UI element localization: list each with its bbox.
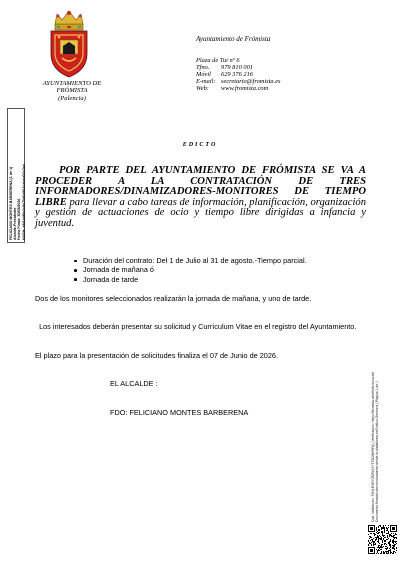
paragraph-deadline: El plazo para la presentación de solicitudes finaliza el 07 de Junio de 2026.	[35, 351, 278, 360]
contact-address-value: Plaza de Tui nº 6	[196, 57, 240, 64]
council-name-line: AYUNTAMIENTO DE	[42, 80, 102, 87]
stamp-line: HASH: e8f1b4f5e2c8a75d6e9b2cabed03c2a4	[21, 164, 26, 240]
paragraph-interested	[35, 322, 368, 331]
validation-text	[371, 352, 379, 522]
contact-email-value[interactable]: secretario@fromista.es	[221, 78, 281, 86]
contact-mobile	[196, 71, 281, 78]
contact-phone	[196, 64, 281, 71]
header-title: Ayuntamiento de Frómista	[196, 35, 271, 43]
contact-phone-value: 979 810 001	[221, 64, 253, 72]
paragraph-shifts: Dos de los monitores seleccionados realizarán la jornada de mañana, y uno de tarde.	[35, 294, 312, 303]
stamp-text	[9, 110, 26, 240]
stamp-line: Alcalde-Presidente	[13, 207, 18, 240]
list-item: Jornada de mañana ó	[73, 265, 307, 274]
validation-line: Cód. Validación: 7SHLEXRYZDRCHYT73CMKRFQ | Verificación: https://fromista.sedelectronica.es/	[371, 371, 375, 522]
contact-mobile-label: Móvil	[196, 71, 211, 79]
contact-email	[196, 78, 281, 85]
contact-web	[196, 85, 281, 92]
details-list	[73, 256, 307, 284]
contact-block	[196, 57, 281, 92]
validation-line: Documento firmado electrónicamente desde la plataforma esPublico Gestiona | Página 1 de 1	[375, 381, 380, 522]
contact-web-label: Web:	[196, 85, 209, 93]
contact-phone-label: Tfno.	[196, 64, 210, 72]
qr-code-icon	[367, 524, 398, 555]
signature-stamp	[3, 108, 25, 243]
contact-web-value[interactable]: www.fromista.com	[221, 85, 269, 93]
paragraph-interested-text: Los interesados deberán presentar su solicitud y Currículum Vitae en el registro del Ayuntamiento.	[39, 322, 357, 331]
council-name-line: (Palencia)	[58, 94, 86, 102]
announcement-bold: POR PARTE DEL AYUNTAMIENTO DE FRÓMISTA SE VA A PROCEDER A LA CONTRATACIÓN DE TRES INFORMADORES/DINAMIZADORES-MONITORES DE TIEMPO LIBRE	[35, 165, 366, 208]
list-item: Jornada de tarde	[73, 275, 307, 284]
signature-line: FDO: FELICIANO MONTES BARBERENA	[110, 408, 249, 417]
stamp-line: Fecha Firma: 30/05/2026	[17, 198, 22, 240]
mayor-label: EL ALCALDE :	[110, 379, 158, 388]
stamp-line: FELICIANO MONTES BARBERENA (1 de 1)	[9, 166, 13, 240]
council-name-line: FRÓMISTA	[56, 87, 88, 95]
contact-mobile-value: 629 376 216	[221, 71, 253, 79]
council-name	[33, 80, 111, 102]
announcement-rest: para llevar a cabo tareas de información, planificación, organización y gestión de actuaciones de ocio y tiempo libre dirigidas a infancia y juventud.	[35, 196, 366, 229]
announcement	[35, 166, 366, 230]
document-heading: EDICTO	[182, 142, 218, 148]
validation-stamp	[369, 352, 397, 524]
contact-address	[196, 57, 281, 64]
list-item: Duración del contrato: Del 1 de Julio al 31 de agosto.-Tiempo parcial.	[73, 256, 307, 265]
contact-email-label: E-mail:	[196, 78, 216, 86]
coat-of-arms-logo	[46, 10, 92, 80]
